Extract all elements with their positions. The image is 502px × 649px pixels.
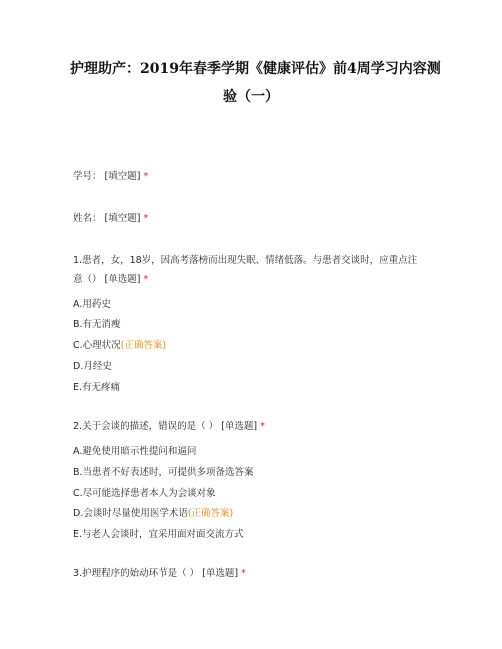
option-text: A.避免使用暗示性提问和逼问 xyxy=(73,446,197,457)
question-1-option-d[interactable] xyxy=(73,360,112,373)
document-title-line2: 验（一） xyxy=(223,89,279,105)
field-label: 学号： xyxy=(73,171,102,182)
question-2-stem xyxy=(73,420,265,433)
field-label: 姓名： xyxy=(73,213,102,224)
option-text: B.当患者不好表述时，可提供多项备选答案 xyxy=(73,467,254,478)
question-type: [填空题] xyxy=(104,213,141,224)
correct-answer-label: (正确答案) xyxy=(120,340,167,351)
question-2-option-a[interactable] xyxy=(73,445,196,458)
required-mark: * xyxy=(143,171,149,182)
option-text: D.会谈时尽量使用医学术语 xyxy=(73,508,188,519)
question-stem: 意（） xyxy=(73,274,102,285)
question-stem: 2.关于会谈的描述，错误的是（ ） xyxy=(73,421,219,432)
required-mark: * xyxy=(260,421,265,432)
question-1-option-b[interactable] xyxy=(73,318,121,331)
question-stem: 3.护理程序的始动环节是（ ） xyxy=(73,568,200,579)
option-text: B.有无消瘦 xyxy=(73,319,121,330)
question-1-stem-line1: 1.患者，女，18岁，因高考落榜而出现失眠、情绪低落。与患者交谈时，应重点注 xyxy=(73,255,418,266)
question-type: [单选题] xyxy=(221,421,258,432)
question-1-option-e[interactable] xyxy=(73,381,120,394)
option-text: C.尽可能选择患者本人为会谈对象 xyxy=(73,488,216,499)
field-student-id[interactable] xyxy=(73,170,148,183)
question-1-stem-line2 xyxy=(73,273,148,286)
field-name[interactable] xyxy=(73,212,148,225)
option-text: E.有无疼痛 xyxy=(73,382,121,393)
required-mark: * xyxy=(143,213,149,224)
required-mark: * xyxy=(241,568,246,579)
option-text: D.月经史 xyxy=(73,361,112,372)
question-2-option-c[interactable] xyxy=(73,487,216,500)
question-type: [单选题] xyxy=(104,274,141,285)
question-2-option-e[interactable] xyxy=(73,528,244,541)
question-1-option-c[interactable] xyxy=(73,339,166,352)
option-text: C.心理状况 xyxy=(73,340,121,351)
document-title-line1: 护理助产：2019年春季学期《健康评估》前4周学习内容测 xyxy=(70,61,441,77)
option-text: A.用药史 xyxy=(73,299,111,310)
question-type: [单选题] xyxy=(202,568,239,579)
question-3-stem xyxy=(73,567,246,580)
question-1-option-a[interactable] xyxy=(73,298,111,311)
required-mark: * xyxy=(143,274,149,285)
question-type: [填空题] xyxy=(104,171,141,182)
question-2-option-d[interactable] xyxy=(73,507,233,520)
correct-answer-label: (正确答案) xyxy=(187,508,234,519)
question-2-option-b[interactable] xyxy=(73,466,254,479)
option-text: E.与老人会谈时，宜采用面对面交流方式 xyxy=(73,529,244,540)
